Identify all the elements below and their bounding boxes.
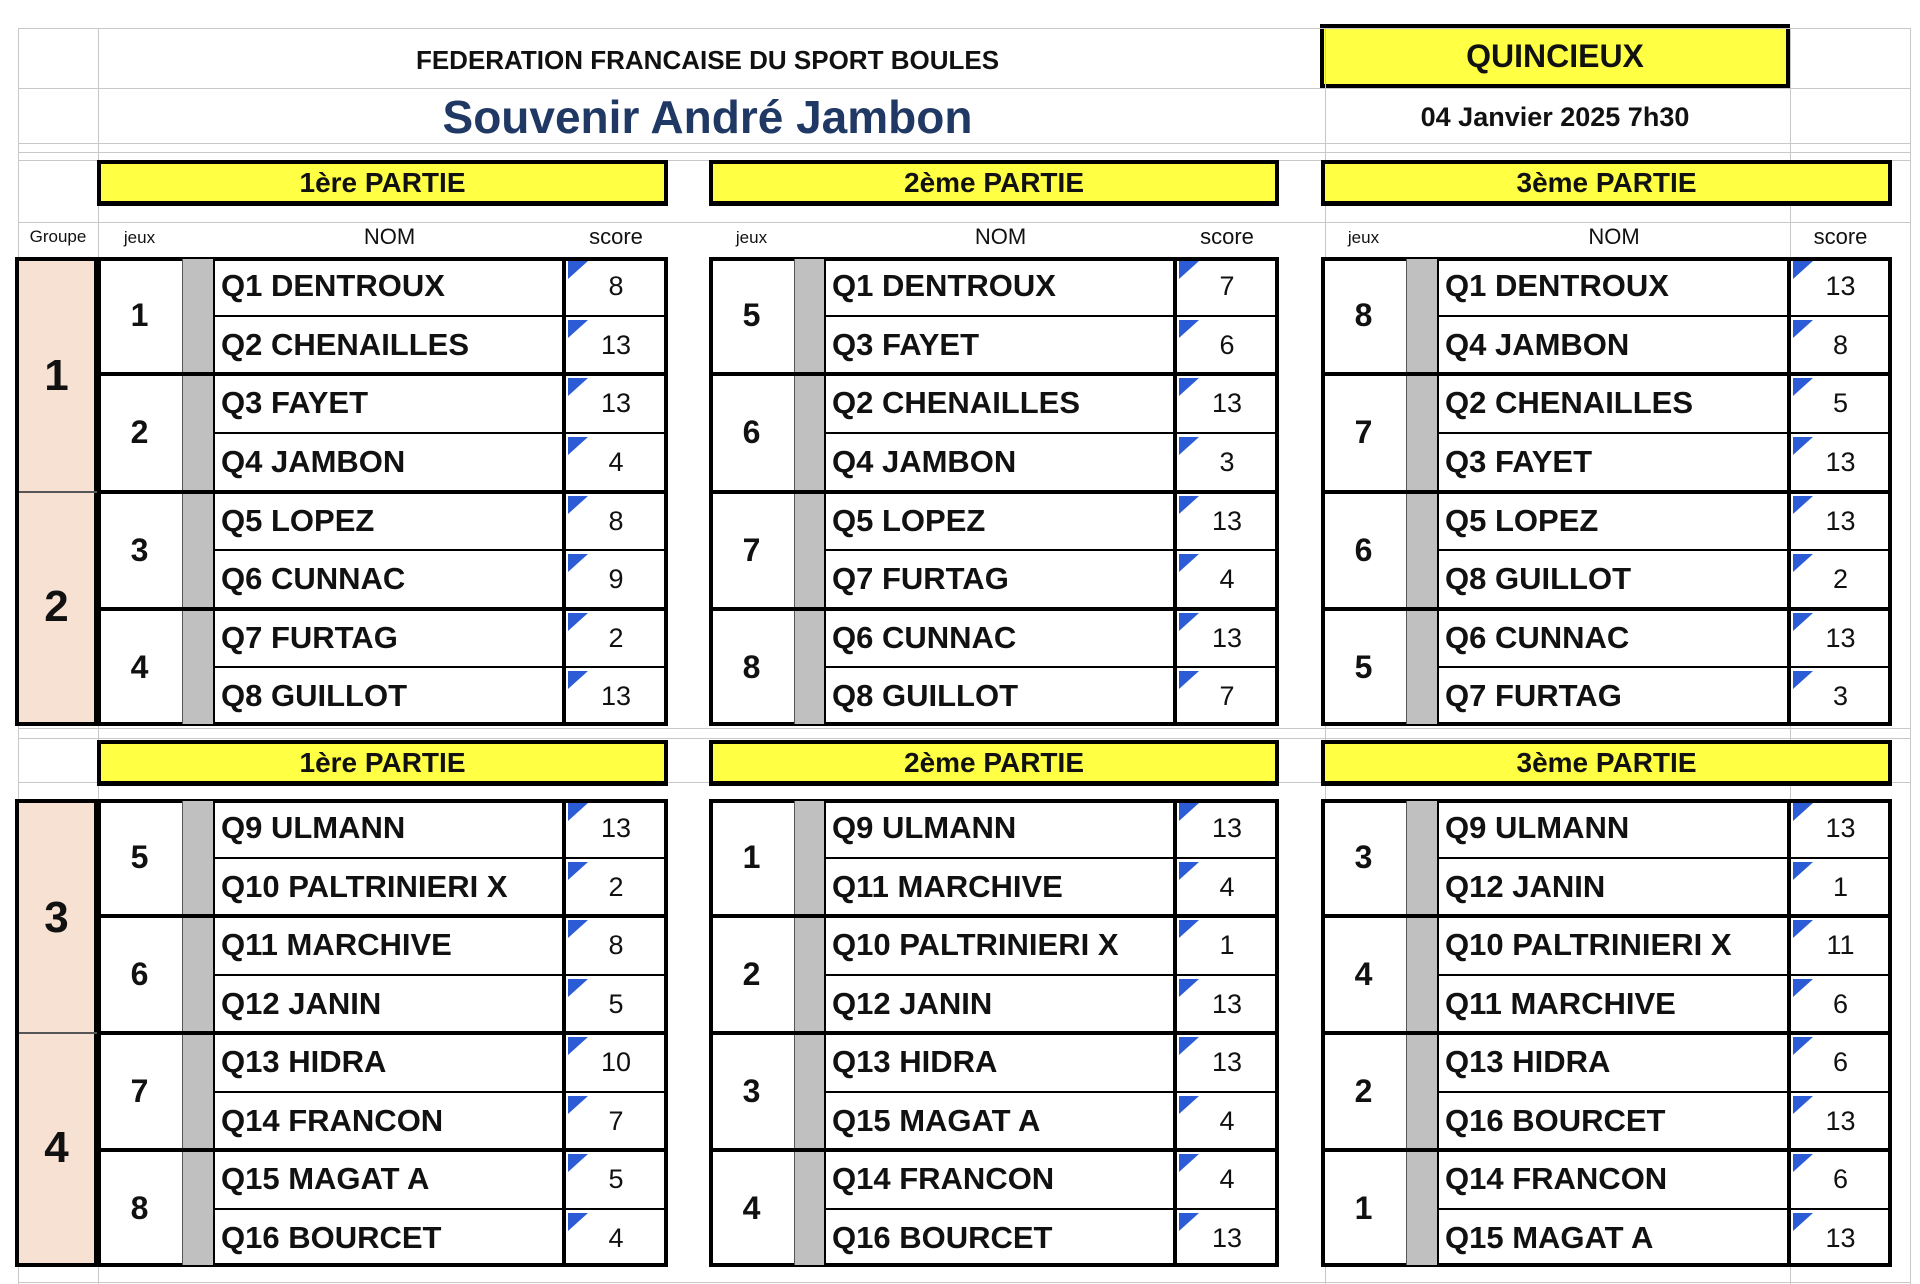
group-divider: [19, 1032, 98, 1034]
jeu-number: 3: [130, 531, 149, 568]
tournament-title: Souvenir André Jambon: [442, 91, 973, 143]
player-name: Q6 CUNNAC: [1445, 619, 1630, 655]
grey-strip: [182, 1035, 215, 1148]
player-name: Q15 MAGAT A: [832, 1102, 1041, 1138]
player-name: Q10 PALTRINIERI X: [1445, 927, 1732, 962]
player-score: 13: [1211, 813, 1243, 843]
jeux-column-header: jeux: [1347, 228, 1380, 247]
jeu-number: 6: [742, 414, 761, 451]
player-name: Q9 ULMANN: [832, 810, 1017, 845]
grey-strip: [1406, 1152, 1439, 1265]
player-score: 4: [608, 1222, 624, 1253]
player-score: 10: [600, 1047, 632, 1077]
jeu-number: 7: [1354, 414, 1373, 451]
grey-strip: [182, 376, 215, 489]
player-name: Q16 BOURCET: [1445, 1102, 1666, 1138]
nom-column-header: NOM: [974, 224, 1027, 249]
jeu-number: 2: [130, 414, 149, 451]
grey-strip: [794, 1035, 826, 1148]
score-column-header: score: [589, 224, 643, 249]
grey-strip: [1406, 611, 1439, 724]
player-name: Q16 BOURCET: [832, 1219, 1053, 1255]
player-score: 5: [608, 988, 624, 1019]
player-name: Q12 JANIN: [221, 985, 382, 1021]
partie-banner: 1ère PARTIE: [97, 160, 668, 206]
player-score: 4: [608, 446, 624, 477]
gridline: [18, 1282, 1910, 1283]
player-score: 4: [1219, 871, 1235, 902]
jeu-number: 1: [742, 839, 761, 875]
grey-strip: [182, 918, 215, 1031]
player-score: 2: [608, 871, 624, 902]
player-name: Q2 CHENAILLES: [832, 385, 1081, 421]
jeu-number: 4: [742, 1190, 761, 1226]
player-score: 5: [1832, 388, 1849, 419]
player-name: Q13 HIDRA: [1445, 1044, 1611, 1079]
player-name: Q10 PALTRINIERI X: [832, 927, 1119, 962]
player-score: 3: [1832, 681, 1849, 712]
player-score: 8: [608, 930, 624, 960]
grey-strip: [1406, 494, 1439, 607]
player-score: 13: [1825, 271, 1856, 301]
player-score: 4: [1219, 1164, 1235, 1194]
player-score: 8: [1832, 329, 1849, 360]
jeu-number: 7: [130, 1073, 149, 1109]
grey-strip: [794, 1152, 826, 1265]
gridline: [18, 728, 1910, 729]
player-name: Q5 LOPEZ: [221, 502, 375, 538]
player-score: 13: [1211, 1047, 1243, 1077]
player-score: 13: [1825, 622, 1856, 653]
group-number: 4: [19, 1033, 98, 1263]
jeu-number: 5: [1354, 648, 1373, 685]
player-score: 8: [608, 271, 624, 301]
player-name: Q3 FAYET: [832, 326, 980, 362]
player-name: Q11 MARCHIVE: [1445, 985, 1676, 1021]
player-score: 5: [608, 1164, 624, 1194]
event-date: 04 Janvier 2025 7h30: [1420, 102, 1690, 132]
player-score: 13: [600, 681, 632, 712]
jeu-number: 1: [130, 297, 149, 333]
player-score: 3: [1219, 446, 1235, 477]
jeu-number: 2: [742, 956, 761, 992]
group-divider: [19, 491, 98, 493]
player-name: Q9 ULMANN: [1445, 810, 1630, 845]
player-score: 7: [1219, 681, 1235, 712]
jeux-column-header: jeux: [123, 228, 156, 247]
group-number: 3: [19, 803, 98, 1033]
player-name: Q8 GUILLOT: [1445, 561, 1631, 597]
grey-strip: [182, 1152, 215, 1265]
jeu-number: 6: [1354, 531, 1373, 568]
player-score: 1: [1219, 930, 1235, 960]
jeu-number: 7: [742, 531, 761, 568]
player-name: Q14 FRANCON: [1445, 1161, 1668, 1196]
group-number: 1: [19, 261, 98, 492]
federation-title: FEDERATION FRANCAISE DU SPORT BOULES: [415, 45, 1000, 75]
player-score: 13: [1211, 622, 1243, 653]
player-name: Q4 JAMBON: [221, 443, 406, 479]
grey-strip: [1406, 801, 1439, 914]
partie-banner: 3ème PARTIE: [1321, 740, 1892, 786]
player-name: Q4 JAMBON: [1445, 326, 1630, 362]
grey-strip: [1406, 918, 1439, 1031]
jeu-number: 5: [742, 297, 761, 333]
player-name: Q15 MAGAT A: [221, 1161, 430, 1196]
player-name: Q5 LOPEZ: [1445, 502, 1599, 538]
player-score: 11: [1826, 930, 1855, 960]
jeu-number: 3: [742, 1073, 761, 1109]
player-name: Q2 CHENAILLES: [1445, 385, 1694, 421]
jeu-number: 5: [130, 839, 149, 875]
player-name: Q9 ULMANN: [221, 810, 406, 845]
player-name: Q14 FRANCON: [221, 1102, 444, 1138]
jeu-number: 1: [1354, 1190, 1373, 1226]
player-name: Q11 MARCHIVE: [832, 868, 1063, 904]
player-score: 13: [1211, 1222, 1243, 1253]
player-score: 13: [1825, 813, 1856, 843]
player-score: 7: [1219, 271, 1235, 301]
grey-strip: [794, 259, 826, 372]
jeu-number: 2: [1354, 1073, 1373, 1109]
nom-column-header: NOM: [1588, 224, 1640, 249]
player-score: 13: [1825, 446, 1856, 477]
player-score: 6: [1832, 1164, 1849, 1194]
gridline: [1910, 28, 1911, 1284]
grey-strip: [794, 801, 826, 914]
partie-banner: 1ère PARTIE: [97, 740, 668, 786]
score-column-header: score: [1200, 224, 1254, 249]
groupe-column-header: Groupe: [29, 227, 87, 246]
player-name: Q7 FURTAG: [832, 561, 1009, 597]
player-name: Q1 DENTROUX: [221, 268, 445, 303]
player-name: Q8 GUILLOT: [221, 678, 407, 714]
jeu-number: 4: [130, 648, 149, 685]
grey-strip: [794, 494, 826, 607]
nom-column-header: NOM: [363, 224, 416, 249]
grey-strip: [1406, 1035, 1439, 1148]
grey-strip: [1406, 259, 1439, 372]
jeu-number: 6: [130, 956, 149, 992]
player-name: Q13 HIDRA: [832, 1044, 998, 1079]
player-score: 9: [608, 564, 624, 595]
partie-banner: 3ème PARTIE: [1321, 160, 1892, 206]
group-number: 2: [19, 492, 98, 723]
grey-strip: [182, 611, 215, 724]
player-name: Q7 FURTAG: [221, 619, 398, 655]
player-score: 4: [1219, 564, 1235, 595]
grey-strip: [182, 801, 215, 914]
player-name: Q1 DENTROUX: [832, 268, 1056, 303]
player-name: Q12 JANIN: [1445, 868, 1606, 904]
player-score: 13: [1211, 388, 1243, 419]
jeu-number: 8: [742, 648, 761, 685]
jeux-column-header: jeux: [735, 228, 768, 247]
player-score: 13: [1825, 1105, 1856, 1136]
player-score: 6: [1832, 1047, 1849, 1077]
grey-strip: [794, 376, 826, 489]
jeu-number: 3: [1354, 839, 1373, 875]
player-name: Q7 FURTAG: [1445, 678, 1622, 714]
player-name: Q6 CUNNAC: [832, 619, 1017, 655]
player-score: 13: [1211, 505, 1243, 536]
player-name: Q4 JAMBON: [832, 443, 1017, 479]
jeu-number: 4: [1354, 956, 1373, 992]
player-name: Q16 BOURCET: [221, 1219, 442, 1255]
player-name: Q3 FAYET: [221, 385, 369, 421]
grey-strip: [1406, 376, 1439, 489]
partie-banner: 2ème PARTIE: [709, 740, 1279, 786]
gridline: [18, 143, 1910, 144]
player-name: Q8 GUILLOT: [832, 678, 1018, 714]
player-score: 6: [1219, 329, 1235, 360]
gridline: [18, 738, 1910, 739]
player-name: Q13 HIDRA: [221, 1044, 387, 1079]
player-name: Q5 LOPEZ: [832, 502, 986, 538]
player-score: 13: [1211, 988, 1243, 1019]
player-score: 6: [1832, 988, 1849, 1019]
player-score: 13: [600, 813, 632, 843]
jeu-number: 8: [130, 1190, 149, 1226]
player-name: Q11 MARCHIVE: [221, 927, 452, 962]
player-score: 4: [1219, 1105, 1235, 1136]
gridline: [18, 28, 1910, 29]
player-score: 1: [1832, 871, 1849, 902]
grey-strip: [182, 259, 215, 372]
player-score: 13: [1825, 505, 1856, 536]
player-name: Q6 CUNNAC: [221, 561, 406, 597]
jeu-number: 8: [1354, 297, 1373, 333]
player-score: 2: [608, 622, 624, 653]
player-score: 13: [1825, 1222, 1856, 1253]
gridline: [18, 152, 1910, 153]
player-name: Q1 DENTROUX: [1445, 268, 1669, 303]
player-score: 13: [600, 329, 632, 360]
score-column-header: score: [1813, 224, 1868, 249]
player-name: Q2 CHENAILLES: [221, 326, 470, 362]
grey-strip: [182, 494, 215, 607]
player-name: Q3 FAYET: [1445, 443, 1593, 479]
player-score: 2: [1832, 564, 1849, 595]
player-score: 8: [608, 505, 624, 536]
player-name: Q10 PALTRINIERI X: [221, 868, 508, 904]
player-score: 13: [600, 388, 632, 419]
player-name: Q12 JANIN: [832, 985, 993, 1021]
grey-strip: [794, 611, 826, 724]
grey-strip: [794, 918, 826, 1031]
location-box: QUINCIEUX: [1320, 24, 1790, 88]
player-score: 7: [608, 1105, 624, 1136]
partie-banner: 2ème PARTIE: [709, 160, 1279, 206]
gridline: [18, 88, 1910, 89]
player-name: Q14 FRANCON: [832, 1161, 1055, 1196]
player-name: Q15 MAGAT A: [1445, 1219, 1654, 1255]
